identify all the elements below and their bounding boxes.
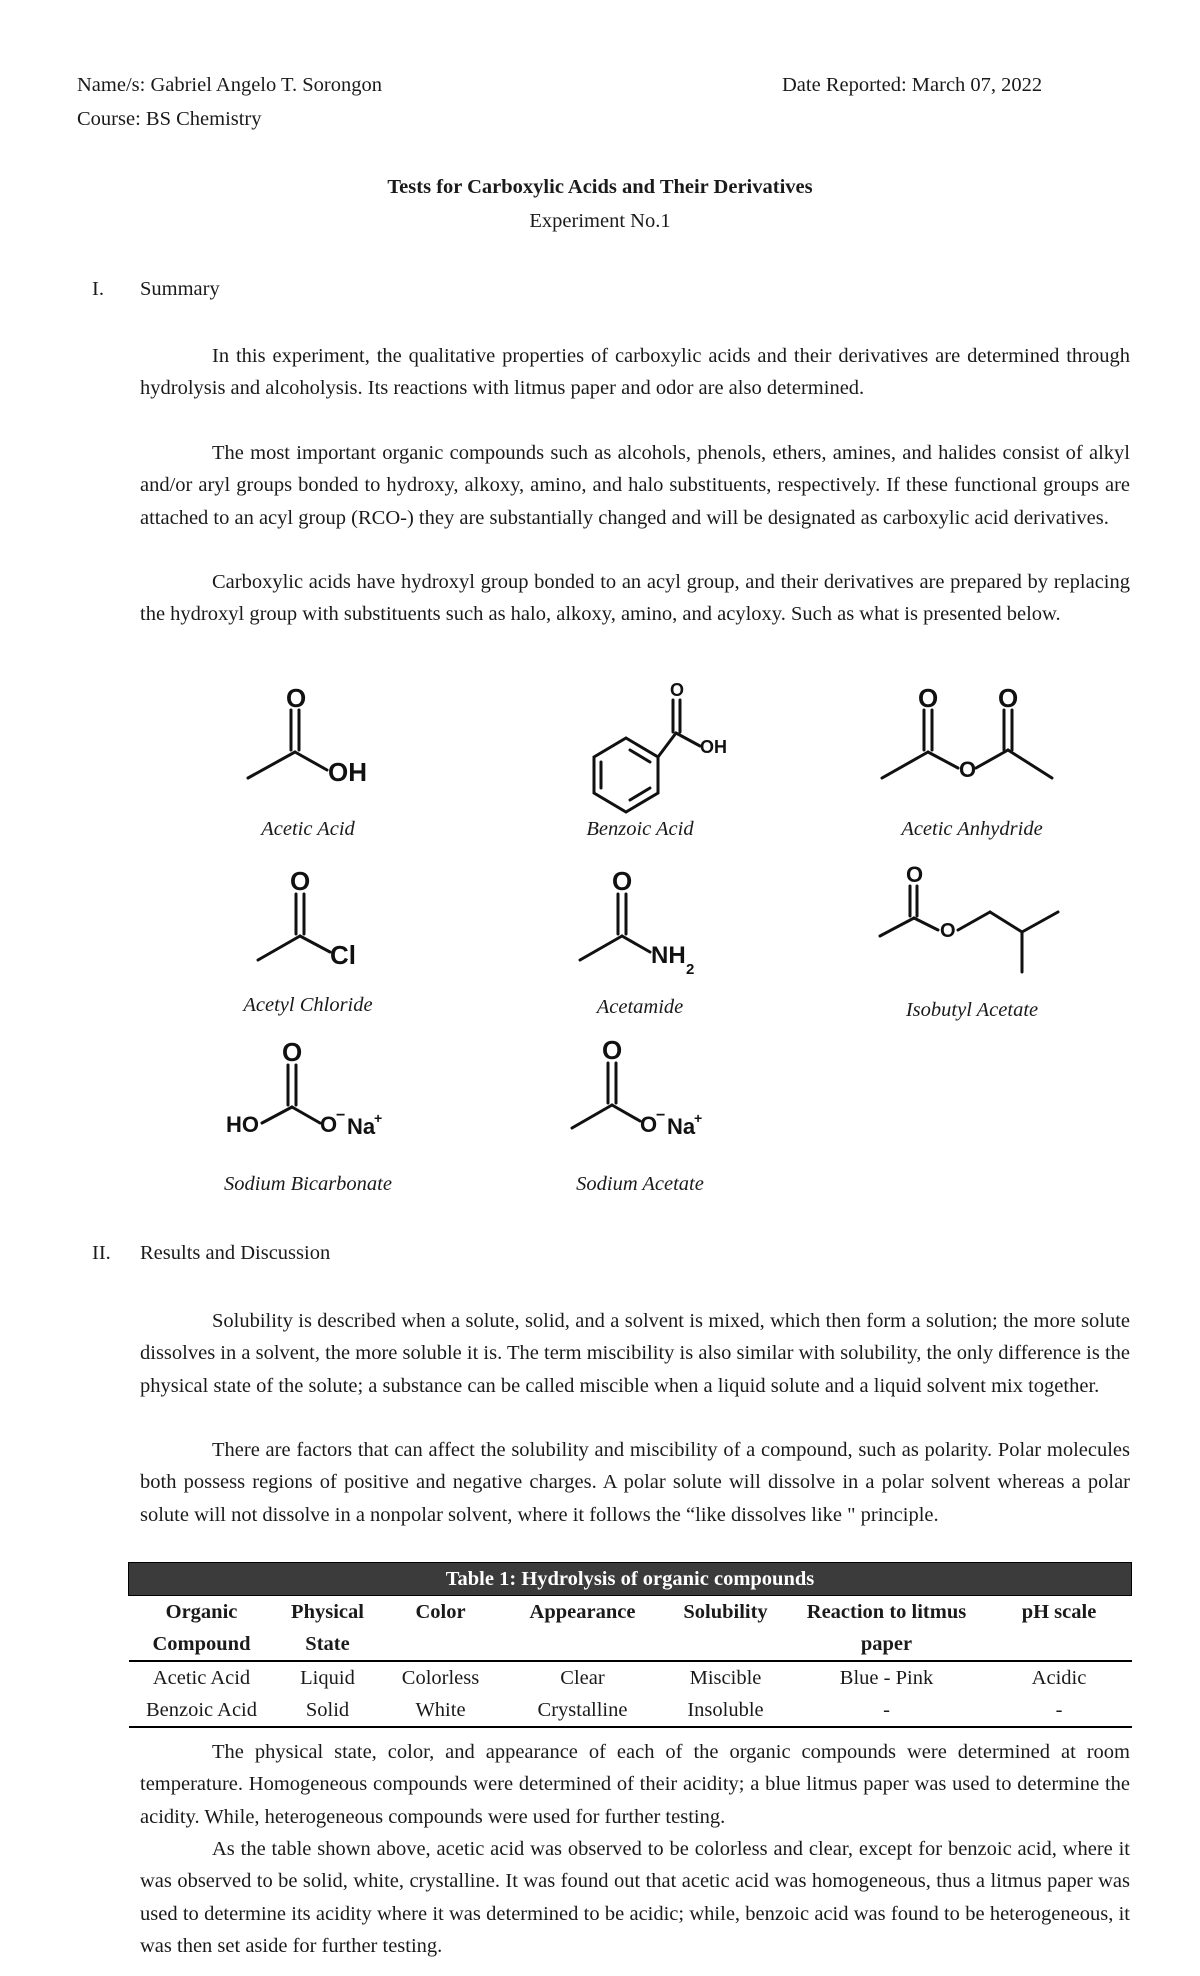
atom-ho: HO [226, 1112, 259, 1137]
results-paragraph-1-text: Solubility is described when a solute, solid, and a solvent is mixed, which then form a solution; the more solute dissolves in a solvent, the more soluble it is. The term miscibility is also similar with solubility, the only difference is the physical state of the solute; a substance can be called miscible when a liquid solute and a liquid solvent mix together. [140, 1310, 1130, 1397]
discussion-paragraph-2 [140, 1833, 1130, 1962]
cell-solubility: Insoluble [665, 1694, 787, 1727]
charge-plus: + [694, 1110, 703, 1126]
table-caption [129, 1563, 1132, 1596]
atom-cl: Cl [330, 940, 356, 970]
discussion-paragraph-1 [140, 1736, 1130, 1833]
atom-oh: OH [700, 737, 727, 757]
cell-compound: Benzoic Acid [129, 1694, 275, 1727]
benzoic-acid-structure [594, 700, 700, 812]
charge-minus: − [656, 1107, 666, 1124]
table-row [129, 1694, 1132, 1727]
caption-acetic-acid: Acetic Acid [261, 818, 355, 840]
cell-ph: Acidic [1031, 1667, 1087, 1689]
author-name: Name/s: Gabriel Angelo T. Sorongon [77, 74, 382, 96]
cell-litmus: Blue - Pink [839, 1667, 934, 1689]
summary-paragraph-3-text: Carboxylic acids have hydroxyl group bonded to an acyl group, and their derivatives are prepared by replacing the hydroxyl group with substituents such as halo, alkoxy, amino, and acyloxy. Such as what is presented below. [140, 571, 1130, 626]
atom-o: O [612, 866, 633, 896]
caption-acetic-anhydride: Acetic Anhydride [901, 818, 1043, 840]
caption-isobutyl-acetate: Isobutyl Acetate [905, 999, 1039, 1021]
discussion-paragraph-1-text: The physical state, color, and appearance of each of the organic compounds were determined at room temperature. Homogeneous compounds were determined of their acidity; a blue litmus paper was used to determine the acidity. While, heterogeneous compounds were used for further testing. [140, 1741, 1130, 1828]
acetamide-structure [580, 894, 650, 960]
cell-litmus: - [787, 1694, 987, 1727]
atom-nh: NH [651, 942, 686, 969]
charge-plus: + [374, 1110, 383, 1126]
date-reported: Date Reported: March 07, 2022 [782, 74, 1043, 96]
atom-o: O [282, 1037, 303, 1067]
results-paragraph-1 [140, 1305, 1130, 1402]
cell-state: Solid [275, 1694, 381, 1727]
caption-acetamide: Acetamide [596, 996, 684, 1018]
atom-o: O [602, 1035, 623, 1065]
table-caption-label: Table 1: [445, 1568, 517, 1590]
caption-sodium-bicarbonate: Sodium Bicarbonate [224, 1173, 392, 1195]
atom-o: O [286, 683, 307, 713]
summary-paragraph-2-text: The most important organic compounds such as alcohols, phenols, ethers, amines, and halides consist of alkyl and/or aryl groups bonded to hydroxy, alkoxy, amino, and halo substituents, respectively. If these functional groups are attached to an acyl group (RCO-) they are substantially changed and will be designated as carboxylic acid derivatives. [140, 442, 1130, 529]
atom-na: Na [667, 1114, 696, 1139]
header-color: Color [381, 1596, 501, 1662]
atom-o: O [906, 862, 924, 887]
header-organic-compound: Organic Compound [129, 1596, 275, 1662]
header-appearance: Appearance [501, 1596, 665, 1662]
atom-o: O [959, 757, 977, 782]
atom-o: O [290, 866, 311, 896]
header-litmus-reaction: Reaction to litmus paper [787, 1596, 987, 1662]
atom-o-anion: O [640, 1112, 658, 1137]
atom-o: O [998, 683, 1019, 713]
caption-sodium-acetate: Sodium Acetate [576, 1173, 704, 1195]
summary-paragraph-3 [140, 566, 1130, 631]
header-physical-state: Physical State [275, 1596, 381, 1662]
sodium-bicarbonate-structure [262, 1065, 320, 1123]
cell-color: White [381, 1694, 501, 1727]
course: Course: BS Chemistry [77, 108, 262, 130]
caption-acetyl-chloride: Acetyl Chloride [243, 994, 373, 1016]
summary-paragraph-1-text: In this experiment, the qualitative properties of carboxylic acids and their derivatives are determined through hydrolysis and alcoholysis. Its reactions with litmus paper and odor are also determined. [140, 345, 1130, 400]
atom-o-anion: O [320, 1112, 338, 1137]
acetyl-chloride-structure [258, 894, 330, 960]
atom-o: O [670, 680, 685, 700]
atom-na: Na [347, 1114, 376, 1139]
cell-solubility: Miscible [689, 1667, 762, 1689]
cell-color: Colorless [401, 1667, 480, 1689]
results-paragraph-2 [140, 1434, 1130, 1531]
isobutyl-acetate-structure [880, 886, 1058, 972]
document-subtitle: Experiment No.1 [529, 210, 671, 232]
table-caption-text: Hydrolysis of organic compounds [516, 1568, 815, 1590]
atom-o: O [940, 920, 956, 942]
cell-state: Liquid [300, 1667, 355, 1689]
discussion-paragraph-2-text: As the table shown above, acetic acid was observed to be colorless and clear, except for benzoic acid, where it was observed to be solid, white, crystalline. It was found out that acetic acid was homogeneous, thus a litmus paper was used to determine its acidity where it was determined to be acidic; while, benzoic acid was found to be heterogeneous, it was then set aside for further testing. [140, 1838, 1130, 1957]
chemical-structures [0, 680, 1200, 1240]
document-title: Tests for Carboxylic Acids and Their Derivatives [387, 176, 813, 198]
summary-paragraph-1 [140, 340, 1130, 405]
section-1-number: I. [92, 278, 104, 300]
acetic-acid-structure [248, 710, 327, 778]
cell-compound: Acetic Acid [152, 1667, 251, 1689]
atom-oh: OH [328, 757, 367, 787]
hydrolysis-table [128, 1562, 1132, 1728]
header-ph-scale: pH scale [987, 1596, 1132, 1662]
atom-subscript-2: 2 [686, 961, 695, 978]
section-1-title: Summary [140, 278, 220, 300]
header-solubility: Solubility [665, 1596, 787, 1662]
cell-appearance: Crystalline [501, 1694, 665, 1727]
summary-paragraph-2 [140, 437, 1130, 534]
table-row [129, 1661, 1132, 1694]
section-2-title: Results and Discussion [140, 1242, 331, 1264]
sodium-acetate-structure [572, 1063, 640, 1128]
section-2-number: II. [92, 1242, 111, 1264]
cell-appearance: Clear [560, 1667, 605, 1689]
cell-ph: - [987, 1694, 1132, 1727]
caption-benzoic-acid: Benzoic Acid [586, 818, 694, 840]
atom-o: O [918, 683, 939, 713]
results-paragraph-2-text: There are factors that can affect the solubility and miscibility of a compound, such as polarity. Polar molecules both possess regions of positive and negative charges. A polar solute will dissolve in a polar solvent whereas a polar solute will not dissolve in a nonpolar solvent, where it follows the “like dissolves like " principle. [140, 1439, 1130, 1526]
charge-minus: − [336, 1107, 346, 1124]
